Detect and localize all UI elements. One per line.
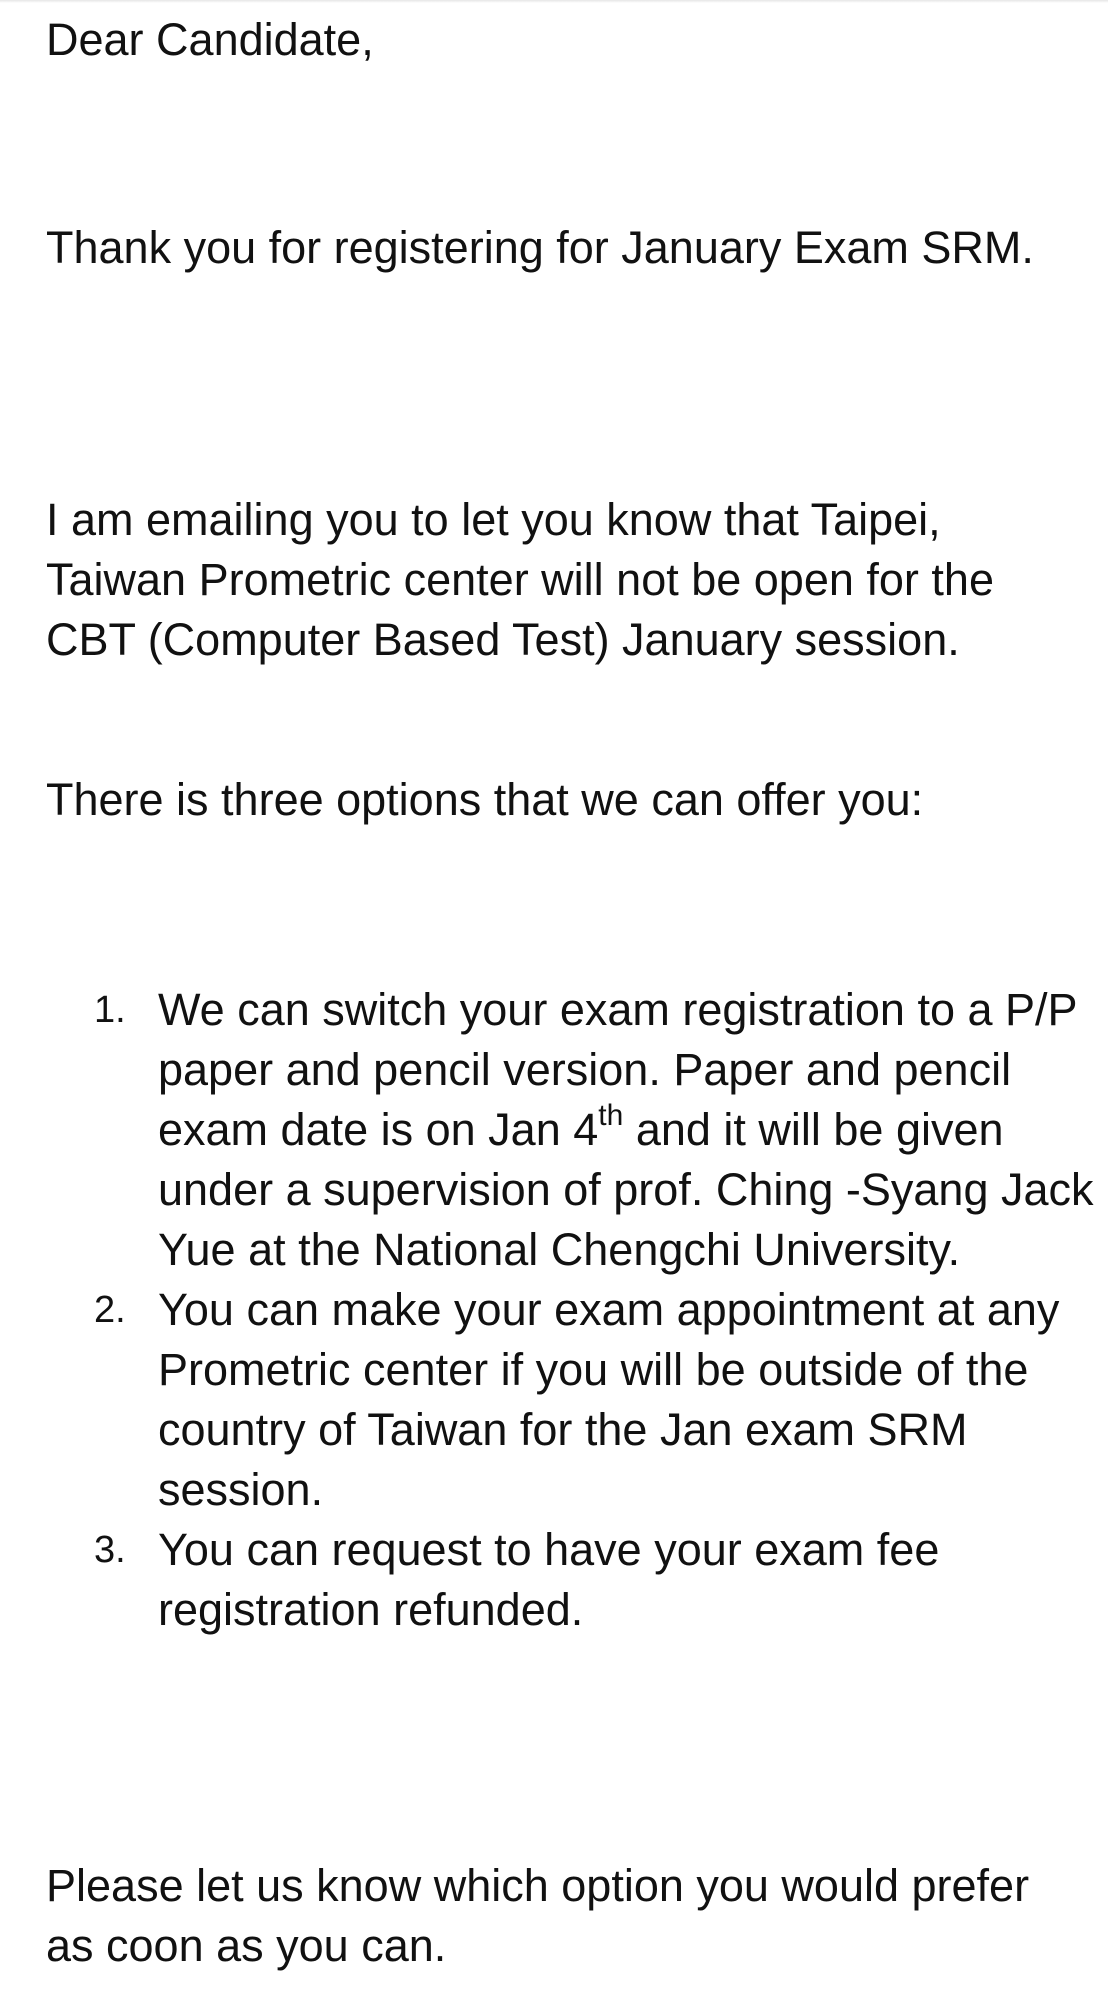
option-text: You can make your exam appointment at any Prometric center if you will be outside of the country of Taiwan for the Jan exam SRM session. xyxy=(158,1284,1060,1515)
option-item xyxy=(46,980,1098,1280)
ordinal-suffix: th xyxy=(598,1099,624,1132)
thanks-paragraph: Thank you for registering for January Exam SRM. xyxy=(46,222,1034,273)
option-text xyxy=(158,984,1094,1275)
option-text: You can request to have your exam fee registration refunded. xyxy=(158,1524,940,1635)
option-text-part: and it will be given under a supervision of prof. Ching -Syang Jack Yue at the National Chengchi University. xyxy=(158,1104,1094,1275)
option-item xyxy=(46,1280,1098,1520)
option-number: 2. xyxy=(94,1289,126,1331)
top-edge-shadow xyxy=(0,0,1108,3)
options-list xyxy=(46,980,1094,1640)
option-number: 3. xyxy=(94,1529,126,1571)
option-number: 1. xyxy=(94,989,126,1031)
greeting: Dear Candidate, xyxy=(46,14,374,65)
options-intro: There is three options that we can offer you: xyxy=(46,774,924,825)
closing-paragraph: Please let us know which option you would prefer as coon as you can. xyxy=(46,1860,1030,1971)
option-item xyxy=(46,1520,1098,1640)
notice-paragraph: I am emailing you to let you know that Taipei, Taiwan Prometric center will not be open for the CBT (Computer Based Test) January session. xyxy=(46,494,994,665)
option-text-part: We can switch your exam registration to a P/P paper and pencil version. Paper and pencil exam date is on Jan 4 xyxy=(158,984,1077,1155)
